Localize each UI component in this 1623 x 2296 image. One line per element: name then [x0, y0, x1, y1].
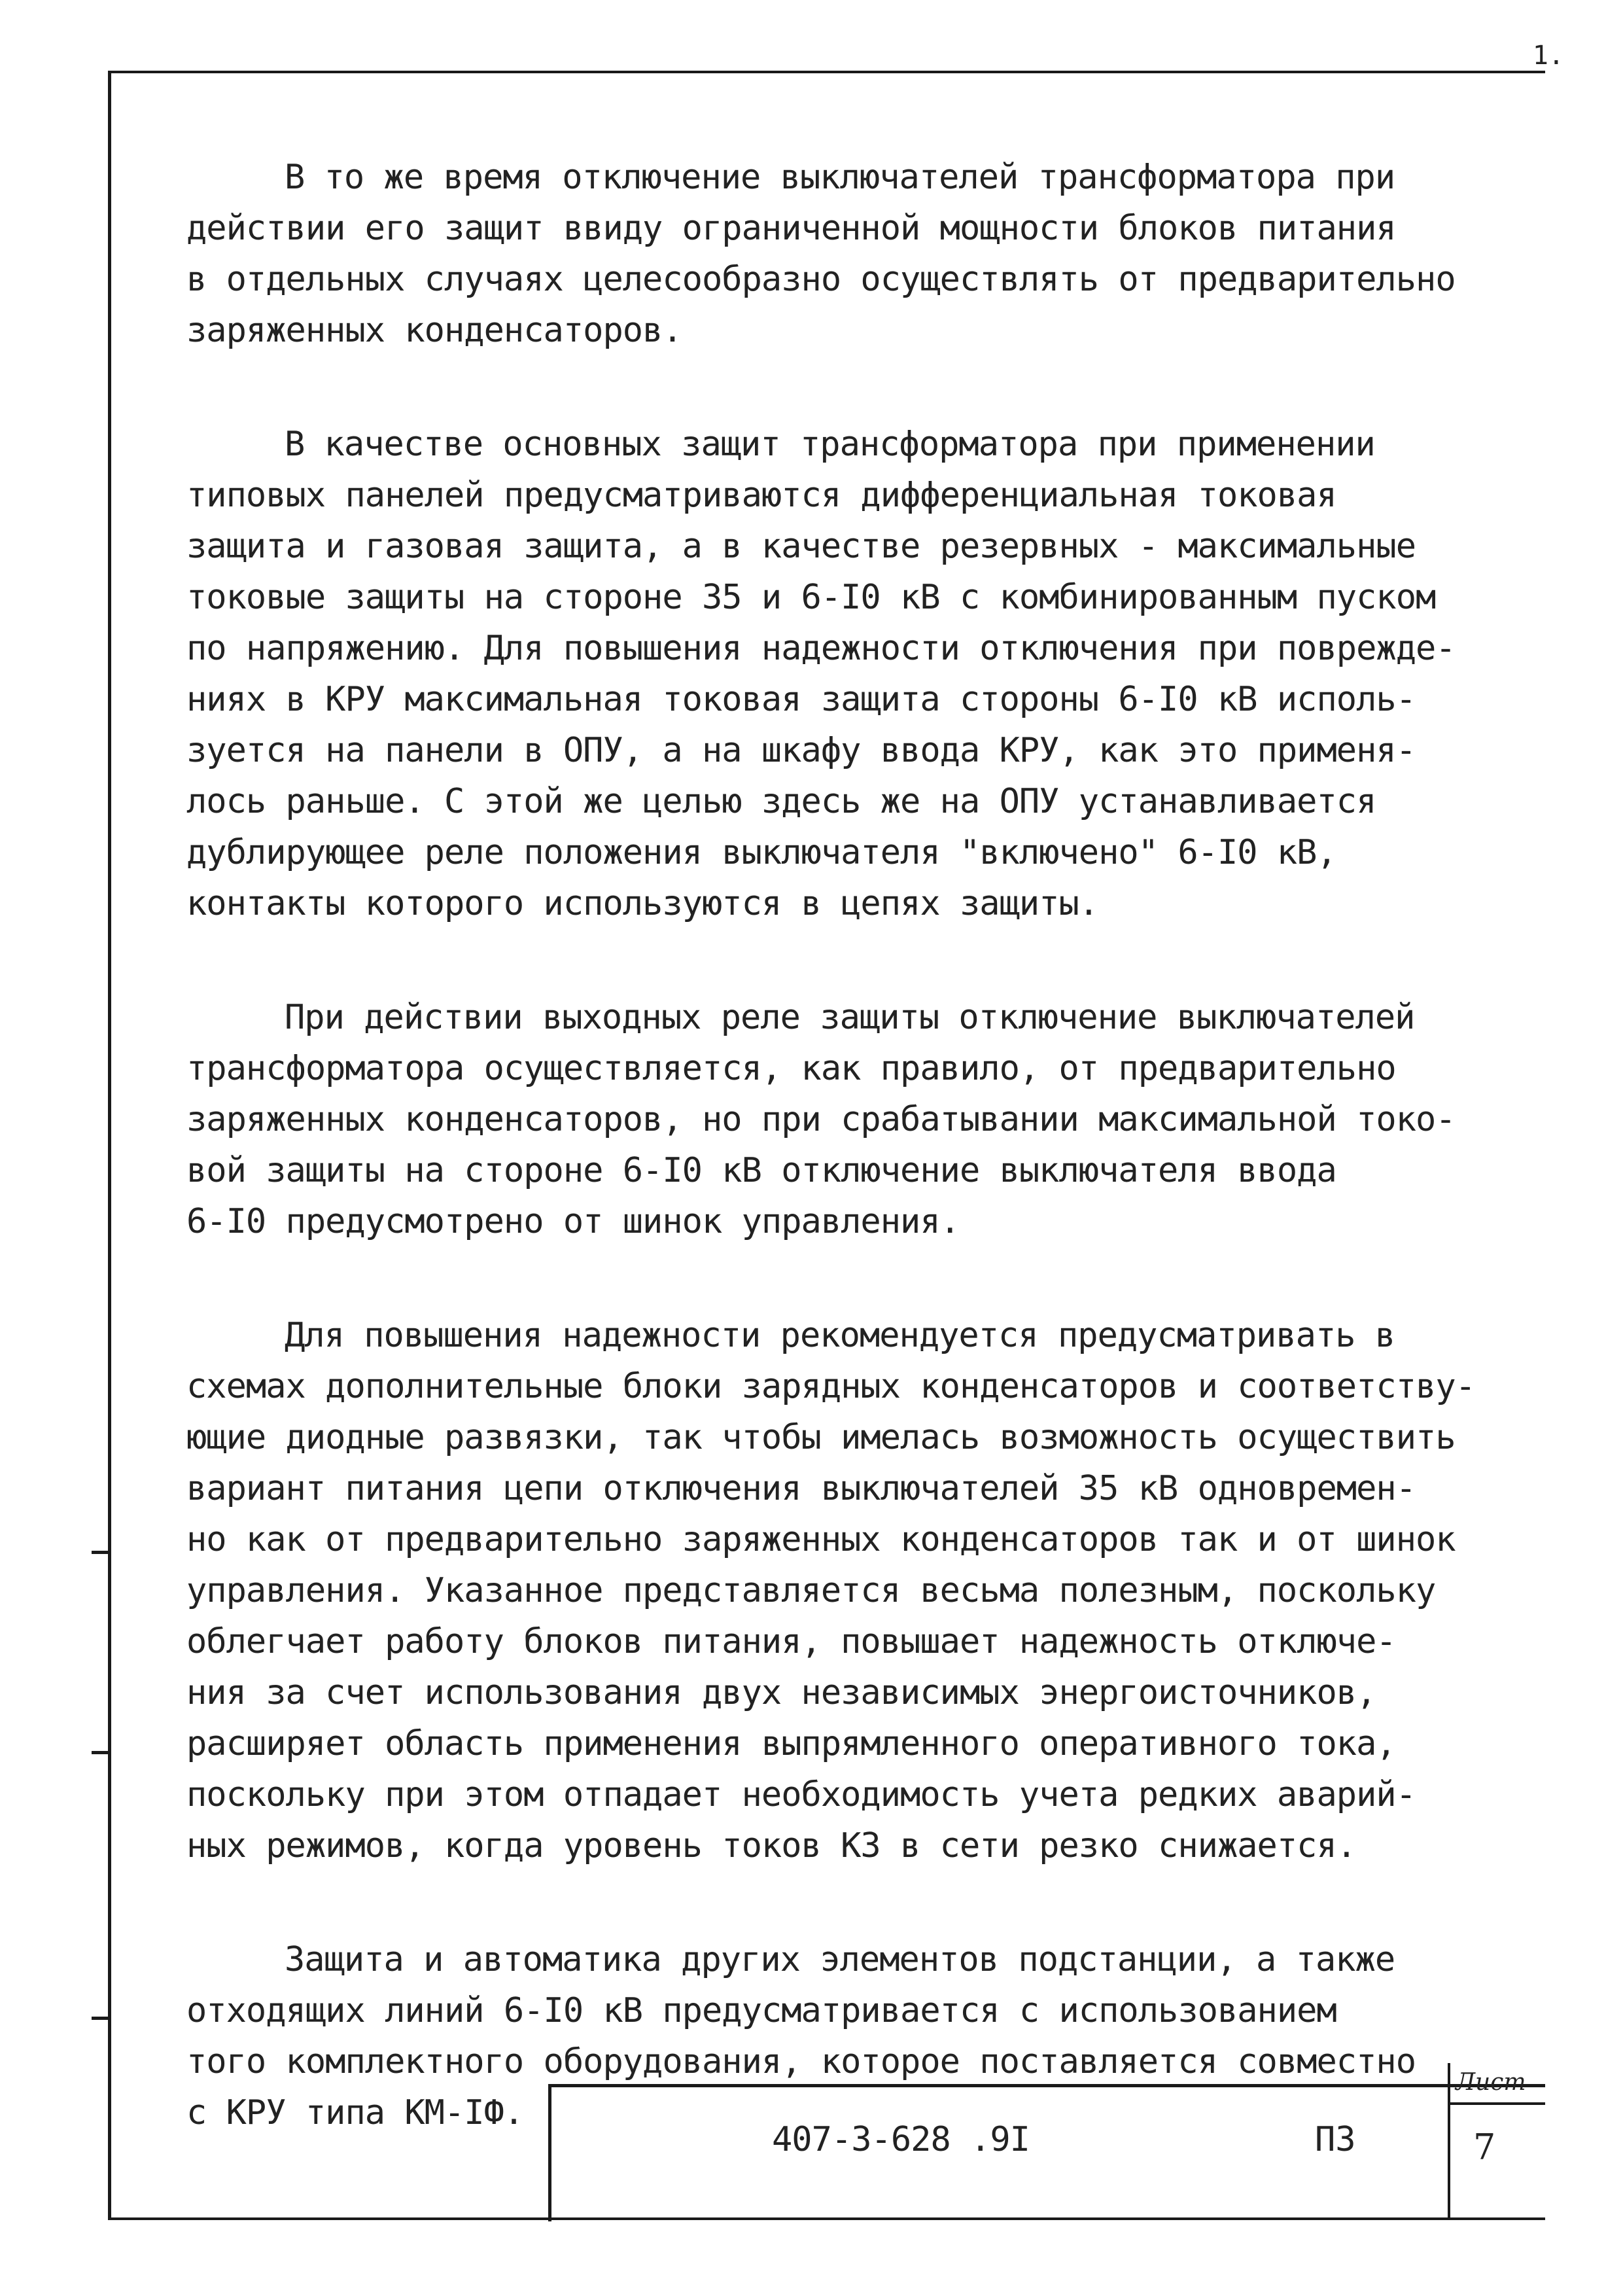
margin-tick [92, 2017, 111, 2020]
text-line: ющие диодные развязки, так чтобы имелась возможность осуществить [186, 1418, 1456, 1457]
text-line: типовых панелей предусматриваются дифференциальная токовая [186, 476, 1336, 515]
text-line: действии его защит ввиду ограниченной мощности блоков питания [186, 209, 1396, 248]
text-line: в отдельных случаях целесообразно осуществлять от предварительно [186, 260, 1456, 299]
text-line: ния за счет использования двух независимых энергоисточников, [186, 1673, 1376, 1712]
text-line: облегчает работу блоков питания, повышает надежность отключе- [186, 1622, 1396, 1661]
text-line: заряженных конденсаторов. [186, 311, 682, 350]
text-line: зуется на панели в ОПУ, а на шкафу ввода КРУ, как это применя- [186, 731, 1416, 770]
title-block [548, 2084, 1545, 2221]
paragraph-1 [186, 152, 1495, 356]
paragraph-4 [186, 1310, 1495, 1871]
sheet-divider [1448, 2102, 1545, 2105]
paragraph-2 [186, 419, 1495, 929]
text-line: лось раньше. С этой же целью здесь же на ОПУ устанавливается [186, 782, 1376, 821]
text-line: 6-I0 предусмотрено от шинок управления. [186, 1202, 960, 1241]
text-line: вариант питания цепи отключения выключателей 35 кВ одновремен- [186, 1469, 1416, 1508]
document-type: ПЗ [1315, 2120, 1356, 2159]
margin-tick [92, 1751, 111, 1754]
text-line: того комплектного оборудования, которое поставляется совместно [186, 2042, 1416, 2081]
text-line: дублирующее реле положения выключателя "включено" 6-I0 кВ, [186, 833, 1336, 872]
sheet-label: Лист [1456, 2069, 1526, 2096]
text-line: с КРУ типа КМ-IФ. [186, 2093, 524, 2132]
text-line: трансформатора осуществляется, как правило, от предварительно [186, 1049, 1396, 1088]
text-line: по напряжению. Для повышения надежности отключения при поврежде- [186, 629, 1456, 668]
text-line: поскольку при этом отпадает необходимость учета редких аварий- [186, 1775, 1416, 1814]
document-body [186, 152, 1495, 2201]
text-line: ниях в КРУ максимальная токовая защита стороны 6-I0 кВ исполь- [186, 680, 1416, 719]
text-line: В качестве основных защит трансформатора при применении [285, 425, 1375, 464]
text-line: защита и газовая защита, а в качестве резервных - максимальные [186, 527, 1416, 566]
corner-mark: 1. [1532, 41, 1564, 71]
text-line: схемах дополнительные блоки зарядных конденсаторов и соответству- [186, 1367, 1475, 1406]
margin-tick [92, 1551, 111, 1554]
text-line: отходящих линий 6-I0 кВ предусматривается с использованием [186, 1991, 1336, 2030]
text-line: расширяет область применения выпрямленного оперативного тока, [186, 1724, 1396, 1763]
paragraph-3 [186, 992, 1495, 1247]
text-line: заряженных конденсаторов, но при срабатывании максимальной токо- [186, 1100, 1456, 1139]
text-line: Для повышения надежности рекомендуется предусматривать в [285, 1316, 1395, 1355]
text-line: управления. Указанное представляется весьма полезным, поскольку [186, 1571, 1436, 1610]
text-line: вой защиты на стороне 6-I0 кВ отключение выключателя ввода [186, 1151, 1336, 1190]
text-line: ных режимов, когда уровень токов КЗ в сети резко снижается. [186, 1826, 1357, 1865]
text-line: но как от предварительно заряженных конденсаторов так и от шинок [186, 1520, 1456, 1559]
text-line: токовые защиты на стороне 35 и 6-I0 кВ с комбинированным пуском [186, 578, 1436, 617]
text-line: контакты которого используются в цепях защиты. [186, 884, 1099, 923]
document-code: 407-3-628 .9I [772, 2120, 1030, 2159]
text-line: Защита и автоматика других элементов подстанции, а также [285, 1940, 1395, 1979]
sheet-number: 7 [1473, 2127, 1496, 2168]
text-line: При действии выходных реле защиты отключение выключателей [285, 998, 1415, 1037]
text-line: В то же время отключение выключателей трансформатора при [285, 158, 1395, 197]
